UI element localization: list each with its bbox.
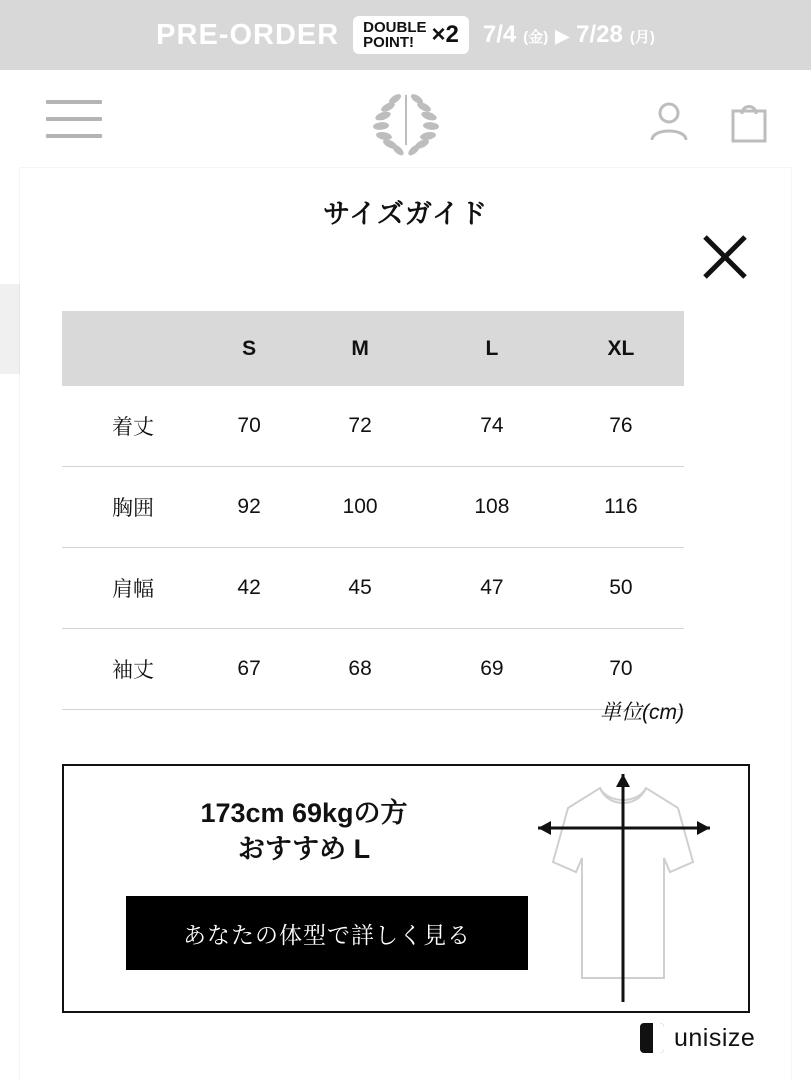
double-point-badge-text [363, 20, 426, 51]
size-table-body [62, 386, 684, 710]
hamburger-line [46, 117, 102, 121]
cell-length-xl: 76 [558, 386, 684, 467]
row-label-chest: 胸囲 [62, 467, 204, 548]
cell-shoulder-s: 42 [204, 548, 294, 629]
unisize-recommendation-box [62, 764, 750, 1013]
row-label-sleeve: 袖丈 [62, 629, 204, 710]
account-icon[interactable] [645, 98, 693, 146]
cell-sleeve-l: 69 [426, 629, 558, 710]
badge-line-2: POINT! [363, 34, 415, 51]
promo-date-range [483, 21, 655, 49]
hamburger-line [46, 100, 102, 104]
cell-length-l: 74 [426, 386, 558, 467]
laurel-wreath-logo[interactable] [355, 85, 455, 157]
promo-banner [0, 0, 811, 70]
view-details-button[interactable]: あなたの体型で詳しく見る [126, 896, 528, 970]
unisize-headline [94, 796, 514, 867]
badge-line-1: DOUBLE [363, 18, 427, 36]
close-icon[interactable] [699, 231, 751, 283]
promo-date-end: 7/28 [576, 21, 623, 48]
arrow-right-icon: ▶ [555, 26, 570, 46]
unisize-wordmark: unisize [674, 1023, 756, 1052]
cell-shoulder-m: 45 [294, 548, 426, 629]
table-row [62, 386, 684, 467]
double-point-badge [353, 16, 469, 55]
hamburger-icon[interactable] [46, 100, 102, 138]
table-row [62, 467, 684, 548]
table-row [62, 548, 684, 629]
cell-sleeve-xl: 70 [558, 629, 684, 710]
badge-multiplier: ×2 [431, 21, 459, 48]
page-title: サイズガイド [322, 199, 489, 229]
cell-chest-m: 100 [294, 467, 426, 548]
row-label-shoulder: 肩幅 [62, 548, 204, 629]
column-header-s: S [204, 311, 294, 386]
cell-length-s: 70 [204, 386, 294, 467]
column-header-l: L [426, 311, 558, 386]
site-header [0, 70, 811, 168]
promo-date-start-day: (金) [523, 29, 549, 46]
cell-shoulder-l: 47 [426, 548, 558, 629]
cell-chest-s: 92 [204, 467, 294, 548]
unisize-mark-icon [640, 1023, 664, 1053]
cell-length-m: 72 [294, 386, 426, 467]
unit-note: 単位(cm) [600, 701, 684, 724]
size-guide-modal [20, 168, 791, 1080]
cell-chest-xl: 116 [558, 467, 684, 548]
size-table-head [62, 311, 684, 386]
table-header-row [62, 311, 684, 386]
column-header-m: M [294, 311, 426, 386]
row-label-length: 着丈 [62, 386, 204, 467]
shopping-bag-icon[interactable] [725, 98, 773, 146]
cell-sleeve-s: 67 [204, 629, 294, 710]
unisize-headline-line-1: 173cm 69kgの方 [200, 798, 408, 828]
cell-shoulder-xl: 50 [558, 548, 684, 629]
promo-date-end-day: (月) [629, 29, 655, 46]
unisize-headline-line-2: おすすめ L [237, 833, 371, 864]
page-background-edge [0, 284, 20, 374]
promo-date-start: 7/4 [482, 21, 517, 48]
column-header-xl: XL [558, 311, 684, 386]
hamburger-line [46, 134, 102, 138]
promo-title: PRE-ORDER [156, 18, 340, 51]
cell-sleeve-m: 68 [294, 629, 426, 710]
unisize-logo [640, 1023, 755, 1053]
tshirt-diagram [488, 766, 748, 1009]
cell-chest-l: 108 [426, 467, 558, 548]
size-table [62, 311, 684, 710]
table-corner-cell [62, 311, 204, 386]
